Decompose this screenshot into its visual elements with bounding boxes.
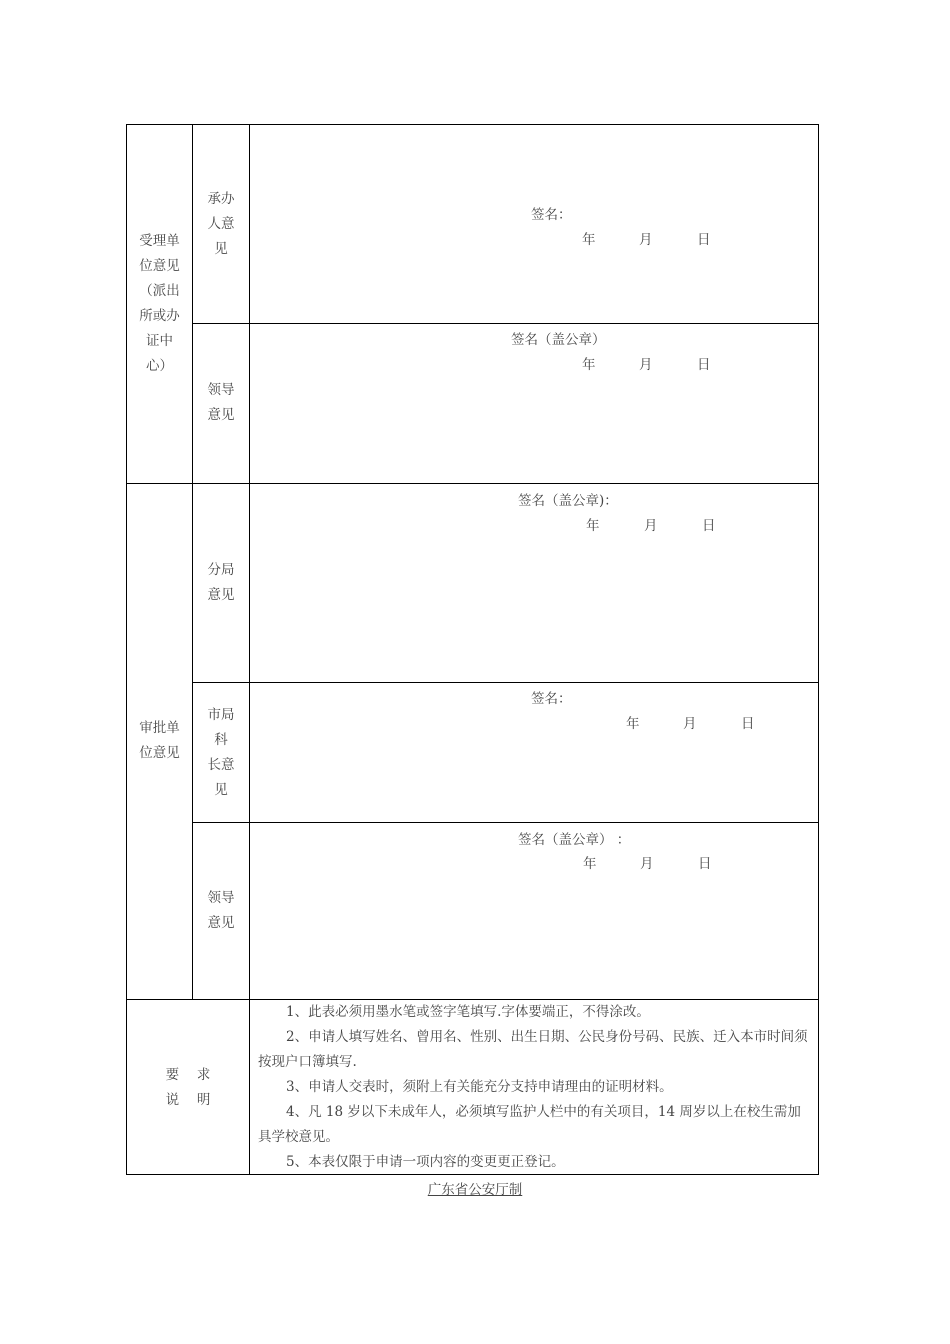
handler-date-month: 月	[639, 232, 653, 248]
handler-opinion-label: 承办 人意 见	[207, 191, 235, 257]
issuer-footer	[0, 1178, 950, 1198]
handler-opinion-field[interactable]	[250, 125, 818, 323]
branch-date-year: 年	[586, 518, 600, 534]
requirements-notes	[258, 1000, 810, 1175]
city-section-chief-label: 市局 科 长意 见	[207, 707, 235, 798]
table-border-right	[818, 124, 819, 1175]
approve-unit-label: 审批单 位意见	[139, 720, 180, 761]
leader-opinion-field[interactable]	[250, 324, 818, 483]
note-item: 4、凡 18 岁以下未成年人，必须填写监护人栏中的有关项目，14 周岁以上在校生需加具学校意见。	[258, 1104, 801, 1145]
city-leader-signature-label: 签名（盖公章） ：	[518, 832, 631, 848]
requirements-label: 要 求 说 明	[165, 1067, 211, 1108]
city-leader-date-month: 月	[640, 856, 654, 872]
note-item: 2、申请人填写姓名、曾用名、性别、出生日期、公民身份号码、民族、迁入本市时间须按现户口簿填写.	[258, 1029, 808, 1070]
accept-unit-label: 受理单 位意见 （派出 所或办 证中 心）	[139, 233, 180, 374]
leader-date-year: 年	[582, 357, 596, 373]
city-leader-opinion-label: 领导 意见	[207, 890, 235, 931]
chief-date-month: 月	[683, 716, 697, 732]
city-leader-date-year: 年	[583, 856, 597, 872]
handler-date-day: 日	[697, 232, 711, 248]
handler-signature-label: 签名：	[531, 207, 572, 223]
chief-opinion-field[interactable]	[250, 683, 818, 822]
branch-signature-label: 签名（盖公章)：	[518, 493, 618, 509]
chief-signature-label: 签名：	[531, 691, 572, 707]
note-item: 1、此表必须用墨水笔或签字笔填写.字体要端正，不得涂改。	[286, 1004, 650, 1020]
note-item: 3、申请人交表时，须附上有关能充分支持申请理由的证明材料。	[286, 1079, 673, 1095]
branch-opinion-field[interactable]	[250, 484, 818, 682]
handler-date-year: 年	[582, 232, 596, 248]
issuer-text: 广东省公安厅制	[427, 1182, 523, 1198]
chief-date-year: 年	[626, 716, 640, 732]
leader-opinion-label: 领导 意见	[207, 382, 235, 423]
city-leader-date-day: 日	[698, 856, 712, 872]
leader-date-day: 日	[697, 357, 711, 373]
branch-opinion-label: 分局 意见	[207, 562, 235, 603]
chief-date-day: 日	[741, 716, 755, 732]
city-leader-opinion-field[interactable]	[250, 823, 818, 999]
branch-date-month: 月	[644, 518, 658, 534]
branch-date-day: 日	[702, 518, 716, 534]
leader-date-month: 月	[639, 357, 653, 373]
note-item: 5、本表仅限于申请一项内容的变更更正登记。	[286, 1154, 565, 1170]
leader-signature-label: 签名（盖公章）	[511, 332, 606, 348]
